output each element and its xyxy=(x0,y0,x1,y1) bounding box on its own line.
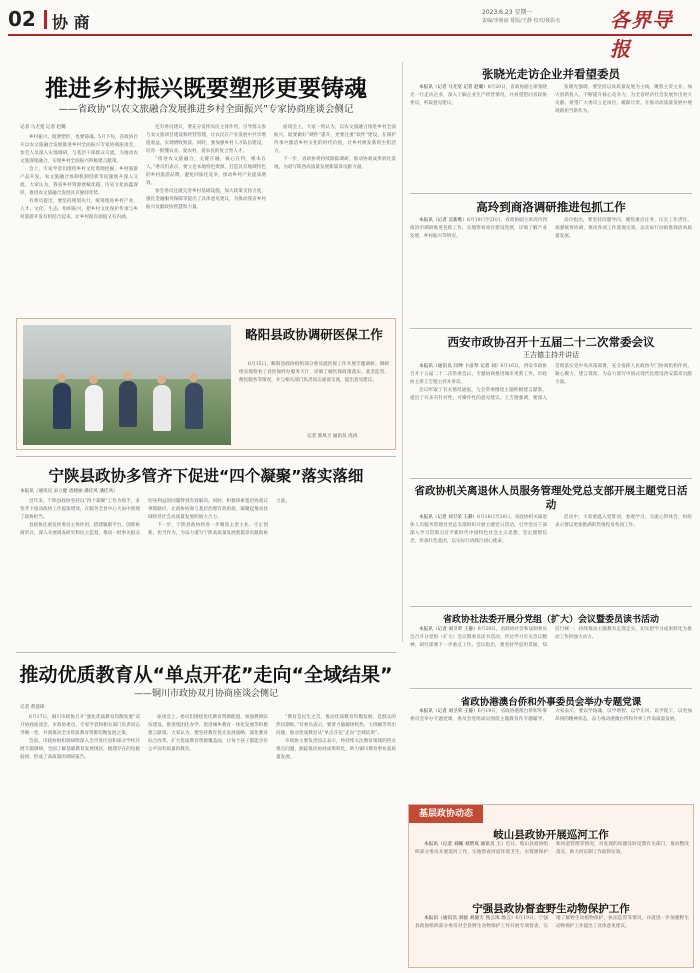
ningqiang-title: 宁强县政协督查野生动物保护工作 xyxy=(472,903,630,915)
newspaper-logo: 各界导报 xyxy=(610,8,673,61)
divider xyxy=(16,456,396,457)
gaoling-byline: 本报讯（记者 吴新维） xyxy=(419,218,468,223)
xian-body: 本报讯（通讯员 闫坤 卜彦琴 记者 刘）6月16日，西安市政协召开十五届二十二次常委会议，专题协商推进城市更新工作。市政协主席王吉德主持并讲话。 会议听取了有关情况通报，与会常委围绕主题积极建言献策，提出了许多有针对性、可操作性的意见建议。王吉德强调，要深入贯彻落实党中央决策部署，充分发挥人民政协专门协商机构作用，凝心聚力、建言资政，为奋力谱写中国式现代化建设西安篇章贡献力量。 xyxy=(410,364,692,401)
divider xyxy=(410,606,692,607)
grassroots-tab: 基层政协动态 xyxy=(409,805,483,823)
section-title: 协 商 xyxy=(52,13,90,32)
issue-date: 2023.6.23 星期一 xyxy=(482,9,533,16)
article1-byline: 记者 马尤宽 记者 赵璐 xyxy=(20,125,66,130)
lueyang-title: 略阳县政协调研医保工作 xyxy=(245,327,383,342)
shefa-body: 本报讯（记者 刘卫荣 王静）6月20日，省政协社会和法制委员会召开分党组（扩大）会议暨委员读书活动，传达学习有关会议精神，研究部署下一步重点工作。会议指出，要坚持学思用贯通、知信行统一，持续推动主题教育走深走实，切实把学习成果转化为推动工作的强大动力。 xyxy=(410,627,692,648)
article1-col2: 还有委员建议，要充分发挥农民主体作用，引导群众参与农文旅项目建设和经营管理，让农民在产业发展中共享增值收益，实现增收致富。同时，要加强乡村人才队伍建设，培育一批懂农业、爱农村、爱农民的复合型人才。 “推进农文旅融合，关键在融，核心在特，根本在人。”委员们表示，要立足本地特色资源，打造具有地域特色的乡村旅游品牌，避免同质化竞争，推动乡村产业提质增效。 参会委员还就完善乡村基础设施、加大政策支持力度、强化金融服务保障等提出了具体意见建议，为推动我省乡村振兴贡献政协智慧和力量。 xyxy=(146,125,266,210)
article1-title: 推进乡村振兴既要塑形更要铸魂 xyxy=(45,76,367,102)
tongchuan-subtitle: ——铜川市政协双月协商座谈会侧记 xyxy=(133,689,278,699)
tongchuan-byline: 记者 黄莲锋 xyxy=(20,705,45,710)
masthead xyxy=(8,4,692,61)
dangjian-title: 省政协机关离退休人员服务管理处党总支部开展主题党日活动 xyxy=(414,485,688,511)
divider xyxy=(410,688,692,689)
ningqiang-byline: 本报讯（通讯员 刘骏 刘骏天 汤云凤 汤云） xyxy=(424,916,516,921)
gaoling-body: 本报讯（记者 吴新维）6月19日至20日，省政协副主席高玲到商洛市调研推进包抓工作，实地察看项目建设进展，详细了解产业发展、乡村振兴等情况。 高玲指出，要坚持问题导向，聚焦重点任务，压实工作责任，加强统筹协调，推动各项工作落地见效，以实际行动助推商洛高质量发展。 xyxy=(410,218,692,239)
gangao-body: 本报讯（记者 刘卫荣 王静）6月19日，省政协港澳台侨和外事委员会举办专题党课，委员会党组成员围绕主题教育作专题辅导。大家表示，要以学铸魂、以学增智、以学正风、以学促干，以更加昂扬的精神状态，奋力推动港澳台侨和外事工作高质量发展。 xyxy=(410,709,692,722)
ningqiang-body: 本报讯（通讯员 刘骏 刘骏天 汤云凤 汤云）6月19日，宁强县政协组织部分委员对全县野生动物保护工作开展专项督查，实地了解野生动植物保护、执法监管等情况，并就进一步加强野生动物保护工作提出了具体意见建议。 xyxy=(415,916,689,929)
xian-title: 西安市政协召开十五届二十二次常委会议 xyxy=(447,335,655,349)
ningshan-body: 近年来，宁陕县政协坚持以“四个凝聚”工作为抓手，多管齐下推动政协工作提质增效，在服务全县中心大局中展现了政协担当。 县政协注重发挥委员主体作用，搭建履职平台，创新协商形式，深入开展调查研究和民主监督，推动一批事关群众切身利益的问题得到有效解决。同时，积极探索基层协商议事新路径，让政协协商与基层治理有效衔接，凝聚起推动县域经济社会高质量发展的强大合力。 下一步，宁陕县政协将进一步聚焦主责主业，守正创新、担当作为，为奋力谱写宁陕高质量发展新篇章贡献政协力量。 xyxy=(20,499,290,536)
article1-subtitle: ——省政协“以农文旅融合发展推进乡村全面振兴”专家协商座谈会侧记 xyxy=(58,104,354,115)
qishan-title: 岐山县政协开展巡河工作 xyxy=(493,829,609,841)
divider xyxy=(410,193,692,194)
column-divider xyxy=(402,62,403,642)
tongchuan-title: 推动优质教育从“单点开花”走向“全域结果” xyxy=(19,664,393,686)
section-bar xyxy=(44,10,47,29)
article1-col3: 座谈会上，大家一致认为，以农文旅融合推进乡村全面振兴，既要做好“硬件”提升，更要注重“软件”建设，在保护传承中激活乡村文化的时代价值，让乡村焕发新的生机活力。 下一步，省政协将持续跟踪调研，推动协商成果转化落地，为谱写陕西高质量发展新篇章贡献力量。 xyxy=(274,125,396,170)
qishan-byline: 本报讯（记者 刘曦 刘增岚 通讯员 王） xyxy=(424,842,506,847)
chang-title: 张晓光走访企业并看望委员 xyxy=(482,67,620,81)
gangao-title: 省政协港澳台侨和外事委员会举办专题党课 xyxy=(460,697,642,708)
lueyang-body: 6月15日，略阳县政协组织部分委员就医保工作开展专题调研。调研组实地察看了县医保经办服务大厅，详细了解医保政策落实、基金监管、便民服务等情况，并与相关部门负责同志座谈交流，提出意见建议。 xyxy=(239,362,389,383)
divider xyxy=(16,652,396,653)
staff-credits: 责编/李萌丽 排版/王静 校对/聂影名 xyxy=(482,18,561,24)
lueyang-credit: 记者 郭凤天 通讯员 虎涛 xyxy=(307,434,358,439)
article1-col1: 乡村振兴，既要塑形，也要铸魂。5月下旬，省政协召开以农文旅融合发展推进乡村全面振兴专家协商座谈会，参会人员深入实地调研，与基层干部群众交流，为推动农文旅深度融合、实现乡村全面振兴积极建言献策。 会上，专家学者们围绕乡村文化资源挖掘、乡村旅游产品开发、农文旅融合体制机制创新等问题展开深入交流。大家认为，我省乡村资源禀赋优越，历史文化底蕴深厚，推进农文旅融合发展具有独特优势。 有委员提出，要坚持规划先行，统筹推进乡村产业、人才、文化、生态、组织振兴，把乡村文化保护传承与乡村旅游开发有机结合起来，让乡村既有颜值又有内涵。 xyxy=(20,135,138,220)
grassroots-box xyxy=(408,804,694,968)
ningshan-title: 宁陕县政协多管齐下促进“四个凝聚”落实落细 xyxy=(48,467,364,485)
meeting-photo xyxy=(23,325,231,445)
tongchuan-body: 6月17日，铜川市政协召开“强化优质教育均衡发展”双月协商座谈会，市政协委员、专家学者和相关部门负责同志齐聚一堂，共商推动全市优质教育资源均衡发展之策。 会前，市政协组织调研组深入全市各区县和部分学校开展专题调研，全面了解基础教育发展现状，梳理存在的短板弱项，形成了高质量的调研报告。 座谈会上，委员们围绕优化教育资源配置、加强教师队伍建设、推进集团化办学、促进城乡教育一体化发展等积极建言献策。大家认为，要坚持教育优先发展战略，深化教育综合改革，扩大优质教育资源覆盖面，让每个孩子都能享有公平而有质量的教育。 “教育是民生之首，推动优质教育均衡发展，是群众的热切期盼。”有委员表示，要着力破解择校热、大班额等突出问题，推动优质教育从“单点开花”走向“全域结果”。 市政协主要负责同志表示，将持续关注教育领域的热点难点问题，跟踪推动协商成果转化，助力铜川教育事业高质量发展。 xyxy=(20,715,396,760)
ningshan-byline: 本报讯（通讯员 宋立健 唐晓丽 潘挂凤 潘挂凤） xyxy=(20,489,118,494)
dangjian-byline: 本报讯（记者 刘卫荣 王静） xyxy=(419,515,478,520)
chang-body: 本报讯（记者 马尤宽 记者 赵璐）6月20日，省政协副主席张晓光一行走访企业，深入了解企业生产经营情况，并看望慰问省政协委员，听取意见建议。 张晓光强调，要坚持以高质量发展为主线，聚焦主责主业，加大创新投入，不断提升核心竞争力，为全省经济社会发展作出更大贡献。希望广大委员立足岗位、履职尽责，在推动高质量发展中展现新担当新作为。 xyxy=(410,85,692,114)
xian-byline: 本报讯（通讯员 闫坤 卜彦琴 记者 刘） xyxy=(419,364,501,369)
gangao-byline: 本报讯（记者 刘卫荣 王静） xyxy=(419,709,478,714)
xian-subtitle: 王吉德主持并讲话 xyxy=(523,351,579,359)
shefa-byline: 本报讯（记者 刘卫荣 王静） xyxy=(419,627,478,632)
chang-byline: 本报讯（记者 马尤宽 记者 赵璐） xyxy=(419,85,488,90)
shefa-title: 省政协社法委开展分党组（扩大）会议暨委员读书活动 xyxy=(442,615,659,625)
gaoling-title: 高玲到商洛调研推进包抓工作 xyxy=(476,200,626,214)
lueyang-photo-box xyxy=(16,318,396,450)
qishan-body: 本报讯（记者 刘曦 刘增岚 通讯员 王）近日，岐山县政协组织部分委员开展巡河工作，实地察看河道环境卫生、水资源保护和河道管理等情况，对发现的问题及时反馈有关部门，推动整改落实，助力河长制工作取得实效。 xyxy=(415,842,689,855)
dangjian-body: 本报讯（记者 刘卫荣 王静）6月16日至20日，省政协机关离退休人员服务管理处党总支部组织开展主题党日活动，引导党员干部深入学习贯彻习近平新时代中国特色社会主义思想，坚定理想信念，传承红色基因，以实际行动践行初心使命。 活动中，大家重温入党誓词，参观学习，交流心得体会，纷纷表示要以更加饱满的热情投身各项工作。 xyxy=(410,515,692,544)
divider xyxy=(410,328,692,329)
divider xyxy=(410,478,692,479)
page-number: 02 xyxy=(8,7,36,31)
